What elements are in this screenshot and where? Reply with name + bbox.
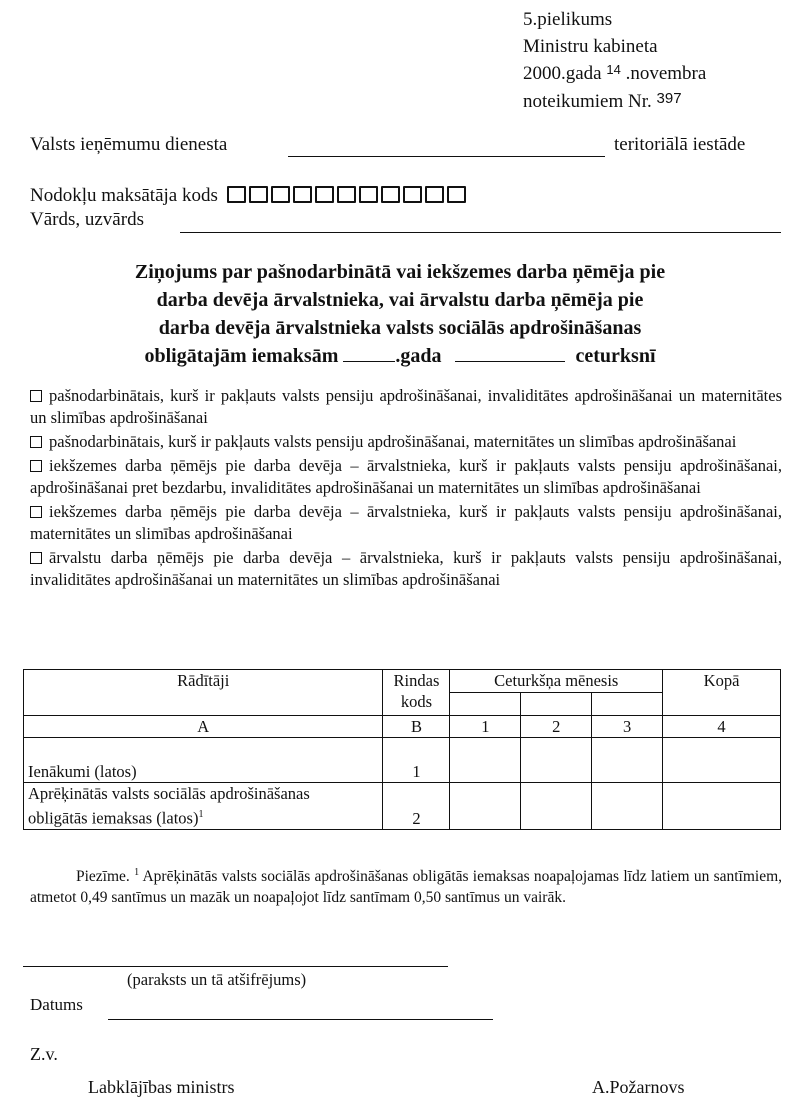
option-item: pašnodarbinātais, kurš ir pakļauts valsts pensiju apdrošināšanai, maternitātes un slimības apdrošināšanai [30,431,782,453]
tax-office-suffix: teritoriālā iestāde [614,134,746,155]
option-item: iekšzemes darba ņēmējs pie darba devēja – ārvalstnieka, kurš ir pakļauts valsts pensiju apdrošināšanai, apdrošināšanai pret bezdarbu, invaliditātes apdrošināšanai un maternitātes un slimības apdrošināšanai [30,456,782,497]
table-cell: 3 [592,716,663,738]
header-row-code: Rindas kods [383,670,450,716]
option-item: ārvalstu darba ņēmējs pie darba devēja – ārvalstnieka, kurš ir pakļauts valsts pensiju apdrošināšanai, invaliditātes apdrošināšanai un maternitātes un slimības apdrošināšanai [30,548,782,589]
row-code: 2 [383,783,450,830]
option-checkbox[interactable] [30,460,42,472]
minister-name: A.Požarnovs [592,1077,685,1097]
signature-caption: (paraksts un tā atšifrējums) [127,970,307,989]
value-cell[interactable] [450,783,521,830]
table-row [24,783,781,830]
tax-office-input[interactable] [288,156,605,157]
header-total: Kopā [663,670,781,716]
footnote-prefix: Piezīme. [76,868,130,886]
value-cell[interactable] [663,738,781,783]
name-label: Vārds, uzvārds [30,209,144,230]
regulation-number: noteikumiem Nr. $^{397}$ [523,90,682,112]
row-label: Aprēķinātās valsts sociālās apdrošināšanas obligātās iemaksas (latos)$^1$ [24,783,383,830]
value-cell[interactable] [521,783,592,830]
option-checkbox[interactable] [30,552,42,564]
table-cell: B [383,716,450,738]
regulation-day: 14 [606,62,621,77]
year-input[interactable] [343,343,395,362]
value-cell[interactable] [450,738,521,783]
name-input[interactable] [180,232,781,233]
table-cell: 1 [450,716,521,738]
cabinet-label: Ministru kabineta [523,36,658,57]
date-label: Datums [30,995,83,1014]
report-title: Ziņojums par pašnodarbinātā vai iekšzemes darba ņēmēja pie darba devēja ārvalstnieka, vai ārvalstu darba ņēmēja pie darba devēja ārvalstnieka valsts sociālās apdrošināšanas obligātajām iemaksām .gada ceturksnī [134,261,666,367]
quarter-input[interactable] [455,343,565,362]
row-code: 1 [383,738,450,783]
tax-code-boxes[interactable] [227,186,469,209]
table-cell: A [24,716,383,738]
value-cell[interactable] [592,738,663,783]
insurance-options [30,385,782,593]
regulation-date: 2000.gada $^{14}$ .novembra [523,62,707,84]
tax-code-row [30,185,469,209]
tax-office-label: Valsts ieņēmumu dienesta [30,134,228,155]
header-indicators: Rādītāji [24,670,383,716]
option-checkbox[interactable] [30,436,42,448]
option-checkbox[interactable] [30,506,42,518]
table-header-row [24,670,781,693]
regulation-number-value: 397 [656,90,682,107]
table-cell: 2 [521,716,592,738]
footnote-marker: 1 [134,867,140,878]
appendix-number: 5.pielikums [523,9,613,30]
appendix-header [523,6,706,116]
value-cell[interactable] [592,783,663,830]
signature-input[interactable] [23,966,448,967]
tax-code-label: Nodokļu maksātāja kods [30,185,218,206]
value-cell[interactable] [663,783,781,830]
option-item: pašnodarbinātais, kurš ir pakļauts valsts pensiju apdrošināšanai, invaliditātes apdrošināšanai un maternitātes un slimības apdrošināšanai [30,386,782,427]
table-row [24,738,781,783]
footnote [30,862,782,908]
footnote-text: Aprēķinātās valsts sociālās apdrošināšanas obligātās iemaksas noapaļojamas līdz latiem un santīmiem, atmetot 0,49 santīmus un mazāk un noapaļojot līdz santīmam 0,50 santīmus un vairāk. [30,868,783,907]
option-checkbox[interactable] [30,390,42,402]
contributions-table [23,669,781,830]
option-item: iekšzemes darba ņēmējs pie darba devēja – ārvalstnieka, kurš ir pakļauts valsts pensiju apdrošināšanai, maternitātes un slimības apdrošināšanai [30,502,782,543]
stamp-label: Z.v. [30,1044,58,1064]
date-input[interactable] [108,1019,493,1020]
minister-title: Labklājības ministrs [88,1077,235,1097]
row-label: Ienākumi (latos) [24,738,383,783]
value-cell[interactable] [521,738,592,783]
table-cell: 4 [663,716,781,738]
header-quarter-month: Ceturkšņa mēnesis [450,670,663,693]
table-letter-row [24,716,781,738]
